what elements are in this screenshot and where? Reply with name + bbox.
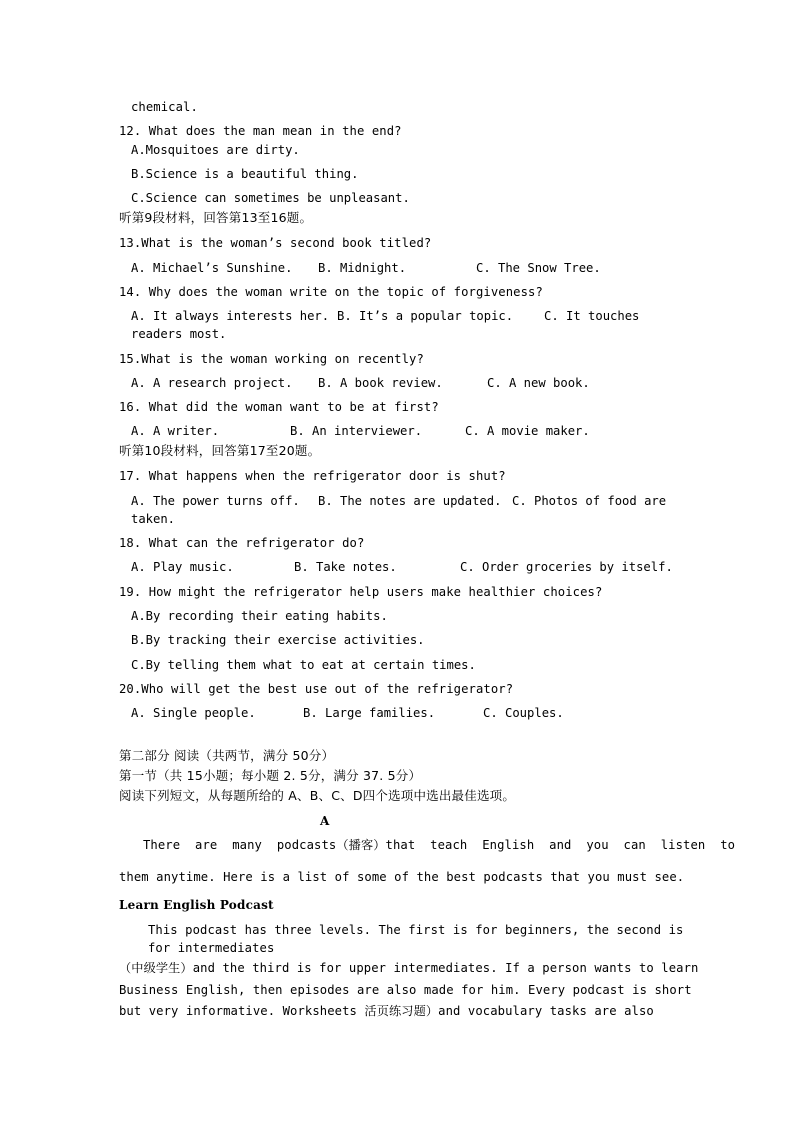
passage-a-intro-line-2: them anytime. Here is a list of some of the best podcasts that you must see. xyxy=(119,870,685,884)
passage-a-body-line-3: （中级学生）and the third is for upper intermediates. If a person wants to learn xyxy=(119,961,699,975)
q15-option-c: C. A new book. xyxy=(487,376,590,390)
passage-a-body-line-5: but very informative. Worksheets 活页练习题）and vocabulary tasks are also xyxy=(119,1004,654,1018)
q16-option-b: B. An interviewer. xyxy=(290,424,423,438)
passage-a-label: A xyxy=(320,814,330,828)
q17-option-c-continued: taken. xyxy=(131,512,176,526)
q18-option-a: A. Play music. xyxy=(131,560,234,574)
section-1-heading: 第一节（共 15小题；每小题 2. 5分，满分 37. 5分） xyxy=(119,768,422,783)
q14-option-a: A. It always interests her. xyxy=(131,309,330,323)
q16-option-a: A. A writer. xyxy=(131,424,220,438)
reading-instruction: 阅读下列短文，从每题所给的 A、B、C、D四个选项中选出最佳选项。 xyxy=(119,788,516,803)
q12-option-c: C.Science can sometimes be unpleasant. xyxy=(131,191,410,205)
q18-option-b: B. Take notes. xyxy=(294,560,397,574)
q14-option-b: B. It’s a popular topic. xyxy=(337,309,514,323)
passage-a-body-line-2: for intermediates xyxy=(148,941,275,955)
q15-option-b: B. A book review. xyxy=(318,376,443,390)
q19-option-b: B.By tracking their exercise activities. xyxy=(131,633,425,647)
q17-option-a: A. The power turns off. xyxy=(131,494,300,508)
question-12: 12. What does the man mean in the end? xyxy=(119,124,402,138)
passage-a-subheading: Learn English Podcast xyxy=(119,898,274,912)
passage-a-intro-line-1: There are many podcasts（播客）that teach English and you can listen to xyxy=(143,838,736,852)
section-9-instruction: 听第9段材料，回答第13至16题。 xyxy=(119,210,313,225)
q18-option-c: C. Order groceries by itself. xyxy=(460,560,673,574)
q20-option-b: B. Large families. xyxy=(303,706,436,720)
q16-option-c: C. A movie maker. xyxy=(465,424,590,438)
continuation-text: chemical. xyxy=(131,100,198,114)
q12-option-b: B.Science is a beautiful thing. xyxy=(131,167,359,181)
question-16: 16. What did the woman want to be at first? xyxy=(119,400,439,414)
q19-option-c: C.By telling them what to eat at certain times. xyxy=(131,658,476,672)
q20-option-c: C. Couples. xyxy=(483,706,564,720)
passage-a-body-line-4: Business English, then episodes are also made for him. Every podcast is short xyxy=(119,983,692,997)
passage-a-body-line-1: This podcast has three levels. The first is for beginners, the second is xyxy=(148,923,684,937)
q13-option-a: A. Michael’s Sunshine. xyxy=(131,261,293,275)
question-14: 14. Why does the woman write on the topic of forgiveness? xyxy=(119,285,543,299)
q13-option-b: B. Midnight. xyxy=(318,261,407,275)
q19-option-a: A.By recording their eating habits. xyxy=(131,609,388,623)
q20-option-a: A. Single people. xyxy=(131,706,256,720)
question-20: 20.Who will get the best use out of the refrigerator? xyxy=(119,682,514,696)
q12-option-a: A.Mosquitoes are dirty. xyxy=(131,143,300,157)
question-17: 17. What happens when the refrigerator door is shut? xyxy=(119,469,506,483)
q14-option-c-continued: readers most. xyxy=(131,327,227,341)
question-15: 15.What is the woman working on recently? xyxy=(119,352,424,366)
q17-option-c: C. Photos of food are xyxy=(512,494,667,508)
question-18: 18. What can the refrigerator do? xyxy=(119,536,365,550)
question-19: 19. How might the refrigerator help users make healthier choices? xyxy=(119,585,603,599)
q14-option-c: C. It touches xyxy=(544,309,640,323)
question-13: 13.What is the woman’s second book titled? xyxy=(119,236,432,250)
part-2-heading: 第二部分 阅读（共两节，满分 50分） xyxy=(119,748,335,763)
q17-option-b: B. The notes are updated. xyxy=(318,494,502,508)
q13-option-c: C. The Snow Tree. xyxy=(476,261,601,275)
section-10-instruction: 听第10段材料，回答第17至20题。 xyxy=(119,443,321,458)
q15-option-a: A. A research project. xyxy=(131,376,293,390)
